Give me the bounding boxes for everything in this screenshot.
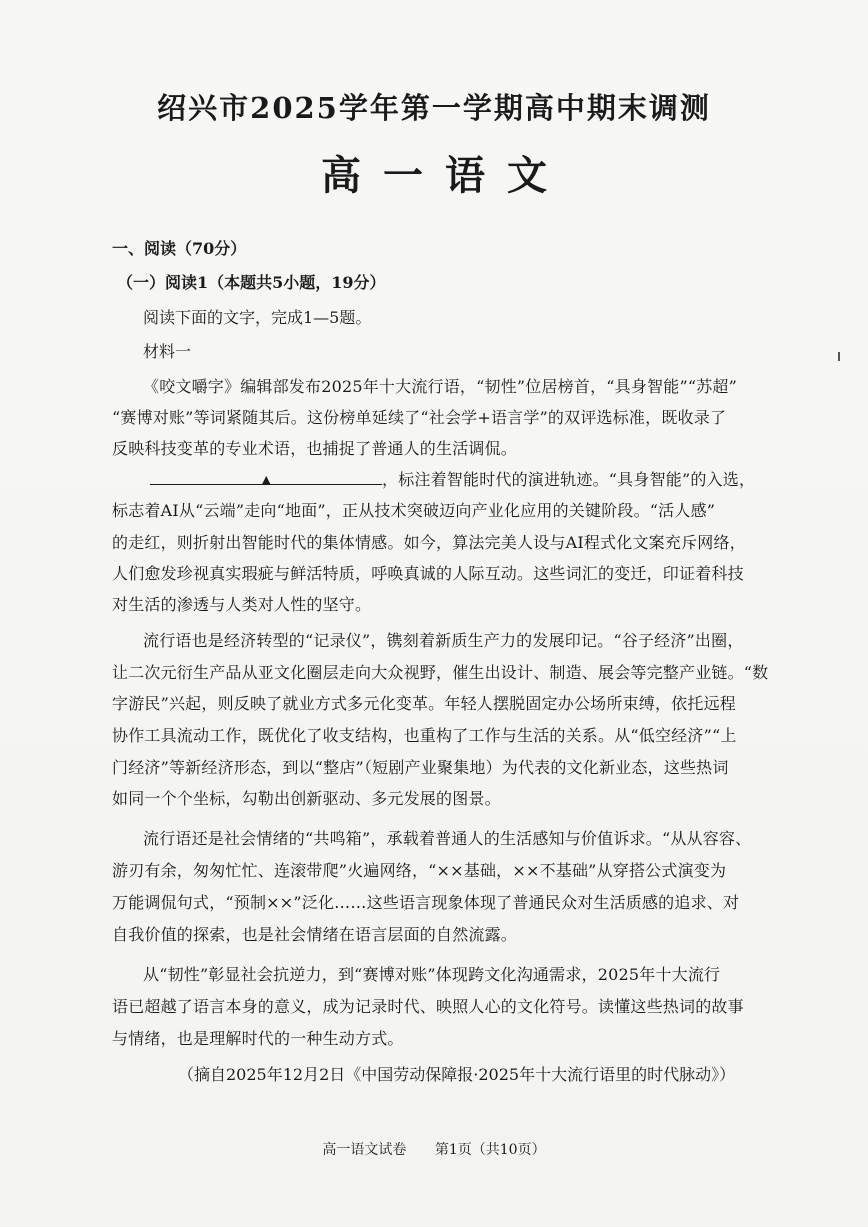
paragraph-5-line-2: 语已超越了语言本身的意义，成为记录时代、映照人心的文化符号。读懂这些热词的故事 (112, 997, 744, 1016)
paragraph-4-line-3: 万能调侃句式，“预制××”泛化……这些语言现象体现了普通民众对生活质感的追求、对 (112, 893, 740, 912)
paragraph-3-line-3: 字游民”兴起，则反映了就业方式多元化变革。年轻人摆脱固定办公场所束缚，依托远程 (112, 694, 736, 713)
paragraph-2-line-5: 对生活的渗透与人类对人性的坚守。 (112, 595, 372, 614)
scan-edge-mark (838, 352, 840, 361)
paragraph-3-line-1: 流行语也是经济转型的“记录仪”，镌刻着新质生产力的发展印记。“谷子经济”出圈， (143, 631, 744, 650)
fill-in-blank (150, 470, 382, 485)
page-footer (0, 1139, 868, 1159)
blank-triangle-icon: ▲ (262, 473, 271, 486)
paragraph-3-line-4: 协作工具流动工作，既优化了收支结构，也重构了工作与生活的关系。从“低空经济”“上 (112, 726, 737, 745)
source-citation: （摘自2025年12月2日《中国劳动保障报·2025年十大流行语里的时代脉动》） (178, 1065, 736, 1084)
paragraph-3-line-2: 让二次元衍生产品从亚文化圈层走向大众视野，催生出设计、制造、展会等完整产业链。“数 (112, 663, 769, 682)
paragraph-5-line-3: 与情绪，也是理解时代的一种生动方式。 (112, 1029, 404, 1048)
paragraph-2-line-2: 标志着AI从“云端”走向“地面”，正从技术突破迈向产业化应用的关键阶段。“活人感” (112, 501, 716, 520)
paragraph-2-line-4: 人们愈发珍视真实瑕疵与鲜活特质，呼唤真诚的人际互动。这些词汇的变迁，印证着科技 (112, 564, 744, 583)
paragraph-3-line-5: 门经济”等新经济形态，到以“整店”（短剧产业聚集地）为代表的文化新业态，这些热词 (112, 758, 729, 777)
paragraph-2-line-1-text: ，标注着智能时代的演进轨迹。“具身智能”的入选， (382, 470, 756, 489)
material-label: 材料一 (143, 342, 192, 361)
paragraph-1-line-2: “赛博对账”等词紧随其后。这份榜单延续了“社会学+语言学”的双评选标准，既收录了 (112, 408, 727, 427)
paragraph-3-line-6: 如同一个个坐标，勾勒出创新驱动、多元发展的图景。 (112, 789, 501, 808)
paragraph-1-line-1: 《咬文嚼字》编辑部发布2025年十大流行语，“韧性”位居榜首，“具身智能”“苏超” (143, 377, 737, 396)
paragraph-2-line-3: 的走红，则折射出智能时代的集体情感。如今，算法完美人设与AI程式化文案充斥网络， (112, 533, 746, 552)
paragraph-5-line-1: 从“韧性”彰显社会抗逆力，到“赛博对账”体现跨文化沟通需求，2025年十大流行 (143, 965, 721, 984)
subject-title: 高一语文 (321, 152, 569, 199)
paragraph-4-line-2: 游刃有余，匆匆忙忙、连滚带爬”火遍网络，“××基础，××不基础”从穿搭公式演变为 (112, 861, 727, 880)
section-heading: 一、阅读（70分） (112, 239, 247, 258)
paragraph-4-line-4: 自我价值的探索，也是社会情绪在语言层面的自然流露。 (112, 925, 518, 944)
footer-paper-name: 高一语文试卷 (322, 1142, 407, 1158)
subsection-heading: （一）阅读1（本题共5小题，19分） (117, 273, 386, 292)
exam-title: 绍兴市2025学年第一学期高中期末调测 (157, 91, 711, 125)
footer-page-info: 第1页（共10页） (434, 1142, 546, 1158)
paragraph-2-line-1 (150, 467, 755, 490)
paragraph-1-line-3: 反映科技变革的专业术语，也捕捉了普通人的生活调侃。 (112, 439, 518, 458)
paragraph-4-line-1: 流行语还是社会情绪的“共鸣箱”，承载着普通人的生活感知与价值诉求。“从从容容、 (143, 829, 752, 848)
reading-instruction: 阅读下面的文字，完成1—5题。 (143, 308, 372, 327)
